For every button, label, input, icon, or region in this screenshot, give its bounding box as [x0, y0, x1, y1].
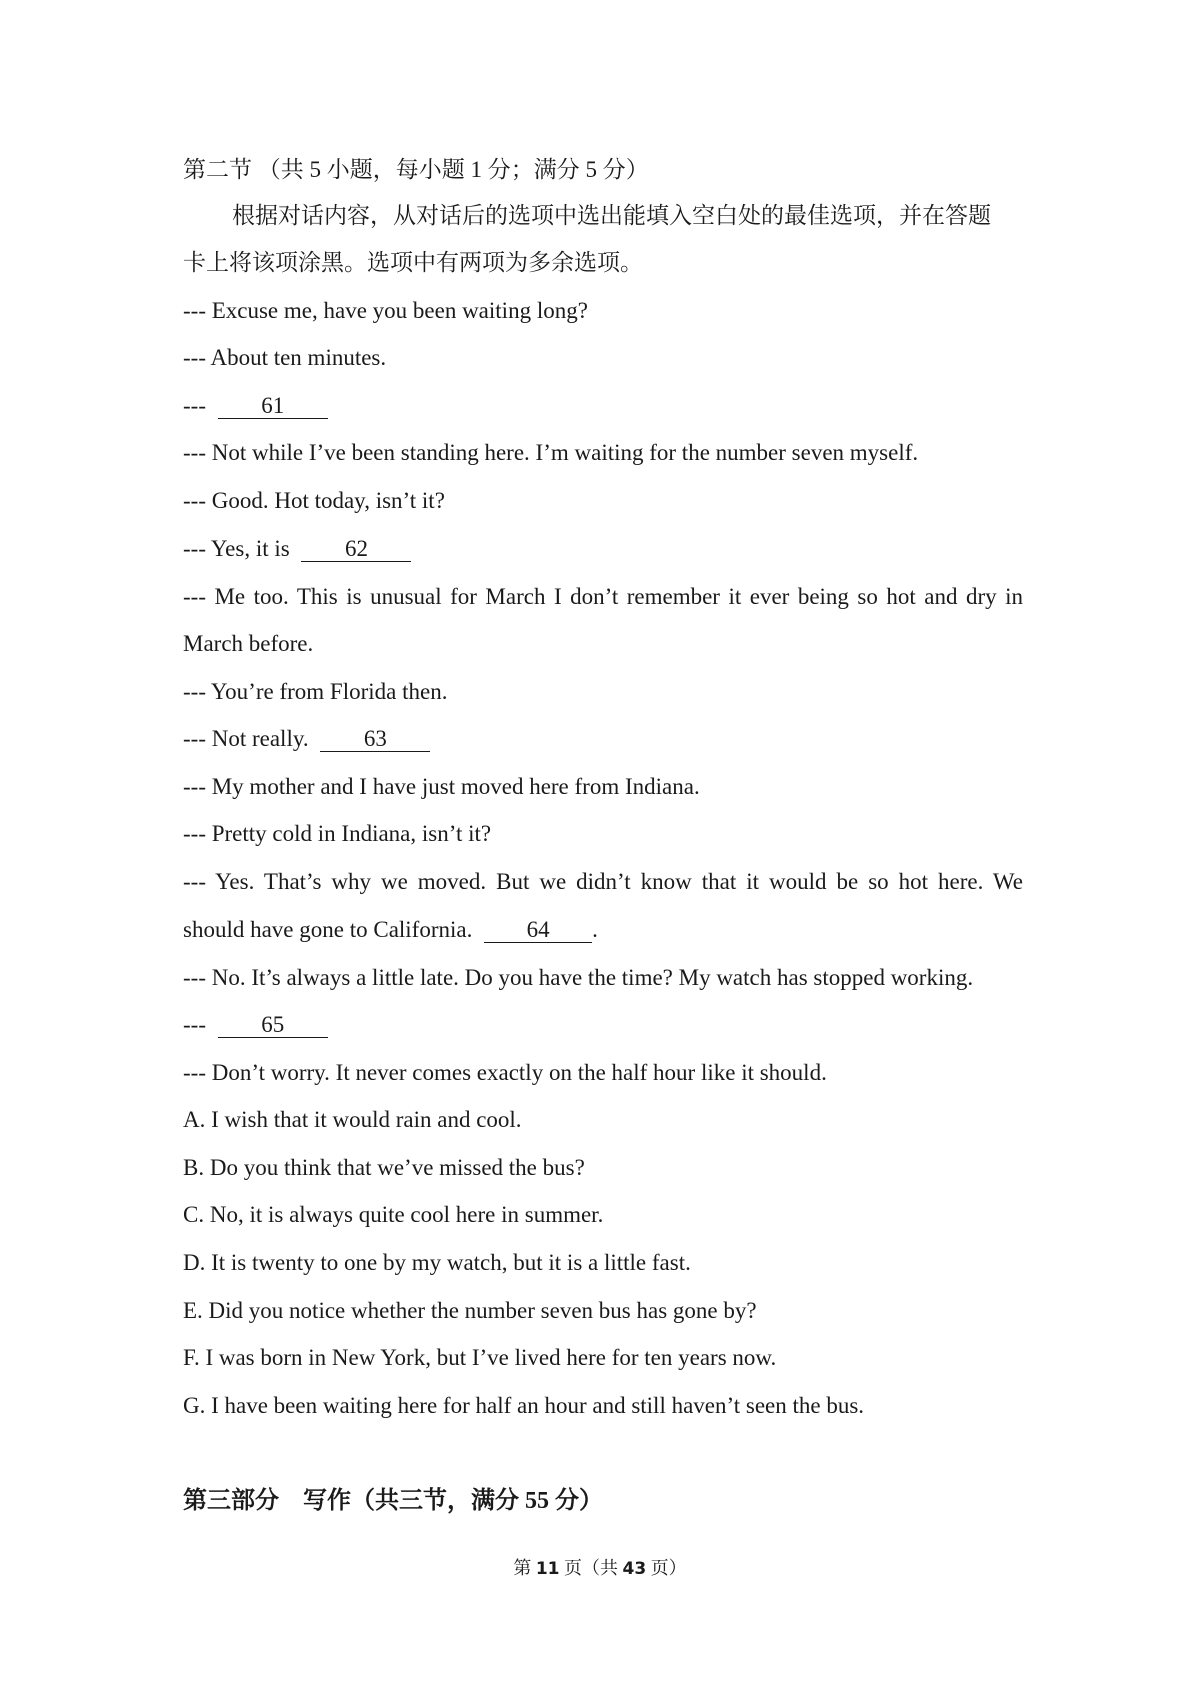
dialogue-line-blank-63 — [183, 724, 430, 754]
dialogue-line: --- Pretty cold in Indiana, isn’t it? — [183, 821, 492, 846]
part-three-heading: 第三部分 写作（共三节，满分 55 分） — [183, 1488, 603, 1514]
dialogue-suffix: . — [592, 917, 598, 942]
dialogue-line: --- Good. Hot today, isn’t it? — [183, 488, 445, 513]
dialogue-line: --- Me too. This is unusual for March I don’t remember it ever being so hot and dry in — [183, 584, 1023, 609]
dialogue-prefix: --- Not really. — [183, 726, 309, 751]
option-e: E. Did you notice whether the number seven bus has gone by? — [183, 1298, 757, 1323]
dialogue-line-continued: March before. — [183, 631, 314, 656]
option-b: B. Do you think that we’ve missed the bus? — [183, 1155, 585, 1180]
total-page-count: 43 — [622, 1559, 647, 1579]
dialogue-line: --- You’re from Florida then. — [183, 679, 448, 704]
dialogue-prefix: --- Yes, it is — [183, 536, 290, 561]
dialogue-line: --- Not while I’ve been standing here. I’m waiting for the number seven myself. — [183, 440, 919, 465]
dialogue-line: --- Don’t worry. It never comes exactly on the half hour like it should. — [183, 1060, 827, 1085]
footer-prefix: 第 — [513, 1558, 532, 1578]
dialogue-line: --- About ten minutes. — [183, 345, 387, 370]
answer-blank-61: 61 — [218, 394, 328, 419]
dialogue-prefix: should have gone to California. — [183, 917, 473, 942]
dialogue-line: --- No. It’s always a little late. Do you have the time? My watch has stopped working. — [183, 965, 974, 990]
dialogue-line-blank-61 — [183, 391, 328, 421]
dialogue-line-blank-62 — [183, 534, 411, 564]
footer-middle: 页（共 — [564, 1558, 618, 1578]
option-a: A. I wish that it would rain and cool. — [183, 1107, 522, 1132]
dialogue-line-blank-65 — [183, 1010, 328, 1040]
dialogue-prefix: --- — [183, 1012, 206, 1037]
option-g: G. I have been waiting here for half an hour and still haven’t seen the bus. — [183, 1393, 865, 1418]
answer-blank-62: 62 — [301, 537, 411, 562]
footer-suffix: 页） — [650, 1558, 687, 1578]
answer-blank-65: 65 — [218, 1013, 328, 1038]
instruction-line-1: 根据对话内容，从对话后的选项中选出能填入空白处的最佳选项，并在答题 — [232, 203, 991, 228]
option-d: D. It is twenty to one by my watch, but it is a little fast. — [183, 1250, 691, 1275]
dialogue-line: --- My mother and I have just moved here from Indiana. — [183, 774, 700, 799]
current-page-number: 11 — [535, 1559, 560, 1579]
option-c: C. No, it is always quite cool here in summer. — [183, 1202, 604, 1227]
instruction-line-2: 卡上将该项涂黑。选项中有两项为多余选项。 — [183, 250, 643, 275]
dialogue-line-blank-64 — [183, 915, 598, 945]
section-heading: 第二节 （共 5 小题，每小题 1 分；满分 5 分） — [183, 157, 649, 182]
dialogue-line: --- Excuse me, have you been waiting long? — [183, 298, 588, 323]
page-footer — [0, 1556, 1200, 1581]
dialogue-line: --- Yes. That’s why we moved. But we didn’t know that it would be so hot here. We — [183, 869, 1023, 894]
option-f: F. I was born in New York, but I’ve lived here for ten years now. — [183, 1345, 777, 1370]
answer-blank-64: 64 — [484, 918, 592, 943]
answer-blank-63: 63 — [320, 727, 430, 752]
dialogue-prefix: --- — [183, 393, 206, 418]
